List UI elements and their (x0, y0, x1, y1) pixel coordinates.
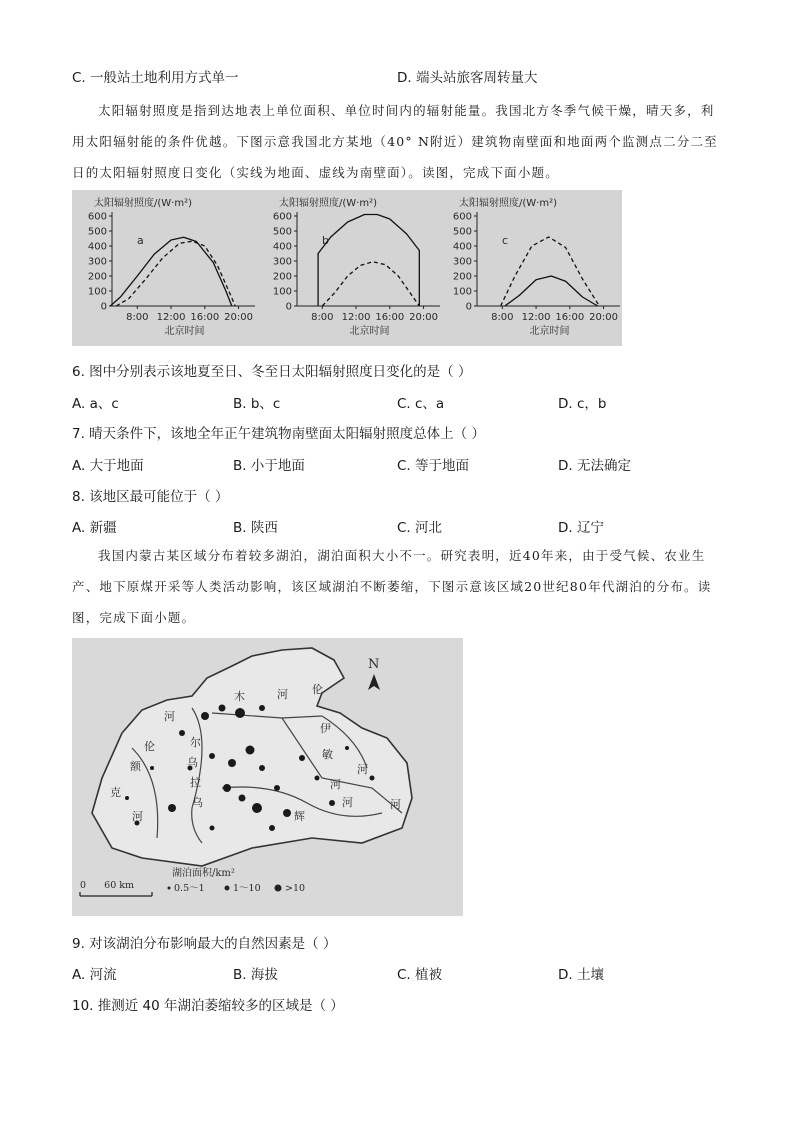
q8-stem: 8. 该地区最可能位于（ ） (72, 489, 229, 505)
y-tick-label: 300 (452, 256, 472, 268)
x-tick-label: 8:00 (311, 312, 334, 323)
series-south-wall-line (322, 262, 419, 306)
q8-option-c: C. 河北 (397, 520, 443, 536)
x-tick-label: 20:00 (224, 312, 253, 323)
north-label: N (368, 657, 380, 672)
q7-option-c: C. 等于地面 (397, 458, 470, 474)
q5-option-c: C. 一般站土地利用方式单一 (72, 70, 239, 86)
x-tick-label: 20:00 (409, 312, 438, 323)
y-tick-label: 300 (272, 256, 292, 268)
x-axis-label: 北京时间 (529, 326, 570, 337)
river-label: 河 (164, 710, 175, 723)
q6-option-c: C. c、a (397, 396, 445, 412)
chart-title: 太阳辐射照度/(W·m²) (459, 198, 557, 209)
river-label: 额 (130, 760, 141, 773)
river-label: 木 (234, 690, 245, 703)
river-label: 河 (357, 763, 368, 776)
q9-stem: 9. 对该湖泊分布影响最大的自然因素是（ ） (72, 936, 337, 952)
y-tick-label: 400 (272, 241, 292, 253)
q10-stem: 10. 推测近 40 年湖泊萎缩较多的区域是（ ） (72, 998, 344, 1014)
y-tick-label: 400 (452, 241, 472, 253)
y-tick-label: 600 (87, 211, 107, 223)
lake-map-svg (72, 638, 463, 916)
lake-map-figure (72, 638, 463, 916)
river-label: 伦 (144, 740, 155, 753)
q9-option-b: B. 海拔 (233, 967, 278, 983)
north-arrow-icon (368, 674, 380, 690)
river-label: 尔 (190, 736, 201, 749)
q5-option-d: D. 端头站旅客周转量大 (397, 70, 538, 86)
q8-option-d: D. 辽宁 (558, 520, 604, 536)
x-tick-label: 16:00 (375, 312, 405, 323)
q8-option-b: B. 陕西 (233, 520, 278, 536)
q9-option-c: C. 植被 (397, 967, 443, 983)
chart-c-svg (437, 194, 622, 344)
river-label: 河 (330, 778, 341, 791)
river-label: 敏 (322, 748, 333, 761)
river-label: 河 (342, 796, 353, 809)
river-label: 乌 (187, 756, 198, 769)
chart-panel-c (437, 194, 622, 344)
chart-a-svg (72, 194, 262, 344)
river-label: 河 (390, 798, 401, 811)
y-tick-label: 200 (452, 271, 472, 283)
q9-option-a: A. 河流 (72, 967, 117, 983)
y-tick-label: 200 (272, 271, 292, 283)
x-axis-label: 北京时间 (164, 326, 205, 337)
river-label: 河 (132, 810, 143, 823)
river-label: 乌 (192, 796, 203, 809)
panel-label: c (502, 234, 509, 247)
q7-option-b: B. 小于地面 (233, 458, 305, 474)
legend-dot-large (275, 885, 282, 892)
series-south-wall-line (501, 237, 600, 306)
q7-option-d: D. 无法确定 (558, 458, 631, 474)
x-axis-label: 北京时间 (349, 326, 390, 337)
y-tick-label: 500 (272, 226, 292, 238)
x-tick-label: 16:00 (190, 312, 220, 323)
y-tick-label: 500 (87, 226, 107, 238)
y-tick-label: 400 (87, 241, 107, 253)
chart-b-svg (257, 194, 442, 344)
q9-option-d: D. 土壤 (558, 967, 604, 983)
river-label: 克 (110, 786, 121, 799)
q8-option-a: A. 新疆 (72, 520, 117, 536)
legend-item-medium: 1～10 (233, 883, 261, 894)
chart-panel-a (72, 194, 262, 344)
y-tick-label: 200 (87, 271, 107, 283)
y-tick-label: 100 (87, 286, 107, 298)
passage-solar-radiation: 太阳辐射照度是指到达地表上单位面积、单位时间内的辐射能量。我国北方冬季气候干燥，晴天多，利用太阳辐射能的条件优越。下图示意我国北方某地（40° N附近）建筑物南壁面和地面两个监测点二分二至日的太阳辐射照度日变化（实线为地面、虚线为南壁面）。读图，完成下面小题。 (72, 103, 718, 180)
y-tick-label: 100 (452, 286, 472, 298)
series-south-wall-line (116, 241, 235, 306)
x-tick-label: 12:00 (341, 312, 371, 323)
chart-panel-b (257, 194, 442, 344)
radiation-charts-figure (72, 190, 622, 346)
passage-lakes: 我国内蒙古某区域分布着较多湖泊，湖泊面积大小不一。研究表明，近40年来，由于受气候、农业生产、地下原煤开采等人类活动影响，该区域湖泊不断萎缩，下图示意该区域20世纪80年代湖泊的分布。读图，完成下面小题。 (72, 548, 712, 625)
chart-title: 太阳辐射照度/(W·m²) (279, 198, 377, 209)
x-tick-label: 8:00 (491, 312, 514, 323)
y-tick-label: 500 (452, 226, 472, 238)
river-label: 河 (277, 688, 288, 701)
river-label: 伊 (320, 722, 331, 735)
legend-dot-medium (225, 886, 230, 891)
x-tick-label: 8:00 (126, 312, 149, 323)
scale-bar (80, 892, 152, 896)
panel-label: a (137, 234, 144, 247)
q7-option-a: A. 大于地面 (72, 458, 144, 474)
q6-option-a: A. a、c (72, 396, 119, 412)
scale-label: 0 60 km (80, 880, 135, 891)
q6-option-b: B. b、c (233, 396, 281, 412)
q7-stem: 7. 晴天条件下，该地全年正午建筑物南壁面太阳辐射照度总体上（ ） (72, 426, 485, 442)
x-tick-label: 20:00 (589, 312, 618, 323)
river-label: 伦 (312, 683, 323, 696)
y-tick-label: 600 (452, 211, 472, 223)
legend-item-large: >10 (285, 883, 306, 894)
y-tick-label: 0 (100, 301, 107, 313)
series-ground-line (505, 276, 598, 306)
legend-item-small: 0.5～1 (174, 883, 205, 894)
q6-stem: 6. 图中分别表示该地夏至日、冬至日太阳辐射照度日变化的是（ ） (72, 364, 472, 380)
y-tick-label: 0 (285, 301, 292, 313)
y-tick-label: 100 (272, 286, 292, 298)
q6-option-d: D. c，b (558, 396, 607, 412)
legend-title: 湖泊面积/km² (172, 868, 235, 879)
x-tick-label: 16:00 (555, 312, 585, 323)
legend-dot-small (168, 887, 171, 890)
y-tick-label: 0 (465, 301, 472, 313)
series-ground-line (110, 237, 232, 306)
x-tick-label: 12:00 (521, 312, 551, 323)
y-tick-label: 300 (87, 256, 107, 268)
river-label: 辉 (294, 810, 305, 823)
series-ground-line (318, 215, 419, 307)
y-tick-label: 600 (272, 211, 292, 223)
x-tick-label: 12:00 (156, 312, 186, 323)
panel-label: b (322, 234, 329, 247)
river-label: 拉 (190, 776, 201, 789)
chart-title: 太阳辐射照度/(W·m²) (94, 198, 192, 209)
